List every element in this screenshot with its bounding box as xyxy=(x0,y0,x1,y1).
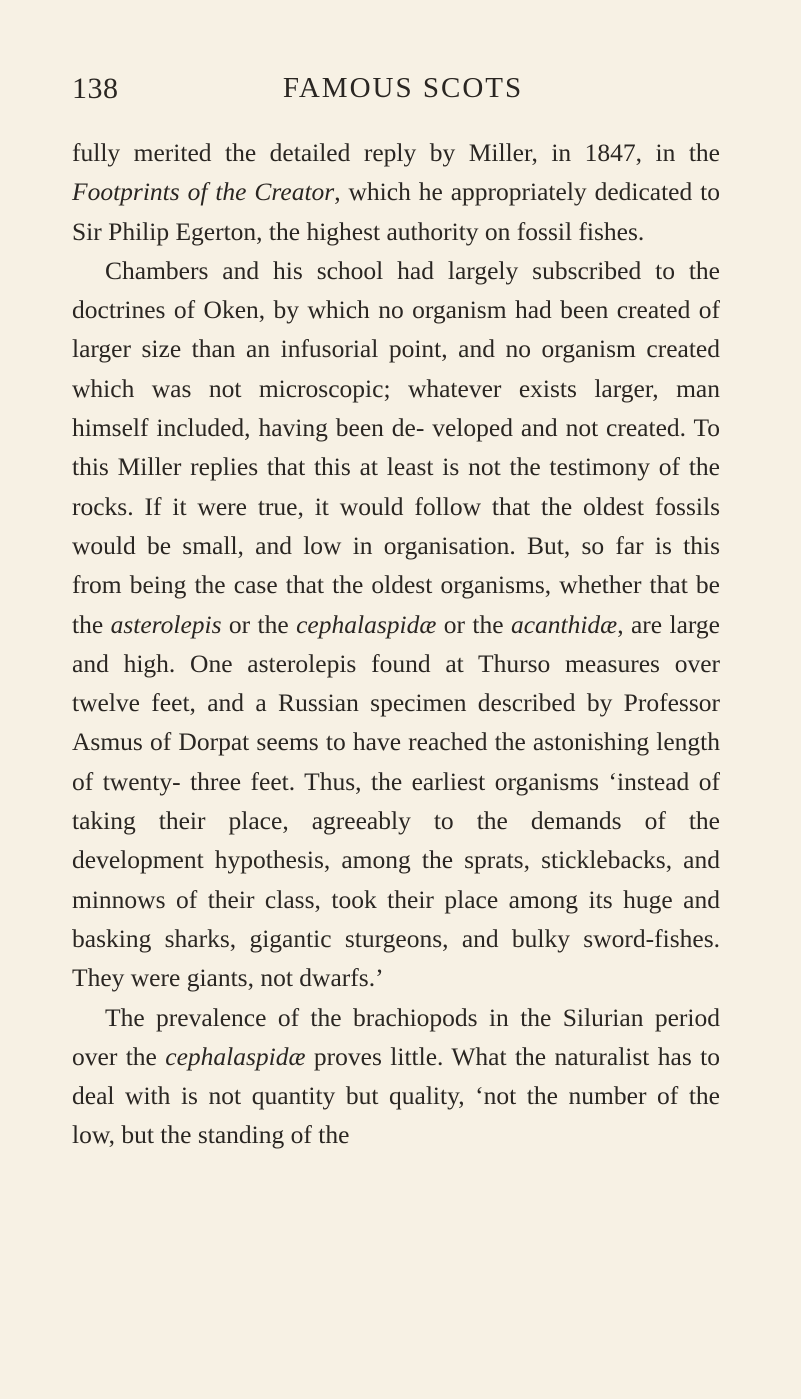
italic-text: Footprints of the Creator xyxy=(72,177,335,207)
running-title: FAMOUS SCOTS xyxy=(282,72,524,104)
italic-text: asterolepis xyxy=(110,609,222,639)
text-run: The prevalence of the brachiopods in the Silurian period over the xyxy=(72,1002,720,1071)
italic-text: acanthidæ xyxy=(510,609,618,639)
paragraph xyxy=(72,998,720,1155)
paragraph xyxy=(72,133,720,251)
text-run: , which he appropriately dedicated to Sir Philip Egerton, the highest authority on fossil fishes. xyxy=(72,177,720,246)
paragraph xyxy=(72,251,720,998)
text-run: or the xyxy=(221,609,297,639)
page-number: 138 xyxy=(72,72,119,105)
italic-text: cephalaspidæ xyxy=(165,1041,306,1071)
body-text xyxy=(72,133,720,1155)
text-run: Chambers and his school had largely subscribed to the doctrines of Oken, by which no organism had been created of larger size than an infusorial point, and no organism created which was not microscopic; whatever exists larger, man himself included, having been de- veloped and not created. To this Miller replies that this at least is not the testimony of the rocks. If it were true, it would follow that the oldest fossils would be small, and low in organisation. But, so far is this from being the case that the oldest organisms, whether that be the xyxy=(72,255,720,639)
page-header xyxy=(72,72,720,112)
text-run: or the xyxy=(436,609,511,639)
text-run: fully merited the detailed reply by Miller, in 1847, in the xyxy=(72,138,720,167)
text-run: proves little. What the naturalist has to deal with is not quantity but quality, ‘not the number of the low, but the standing of the xyxy=(72,1041,721,1150)
italic-text: cephalaspidæ xyxy=(296,609,437,639)
text-run: , are large and high. One asterolepis found at Thurso measures over twelve feet, and a Russian specimen described by Professor Asmus of Dorpat seems to have reached the astonishing length of twenty- three feet. Thus, the earliest organisms ‘instead of taking their place, agreeably to the demands of the development hypothesis, among the sprats, sticklebacks, and minnows of their class, took their place among its huge and basking sharks, gigantic sturgeons, and bulky sword-fishes. They were giants, not dwarfs.’ xyxy=(72,609,720,993)
